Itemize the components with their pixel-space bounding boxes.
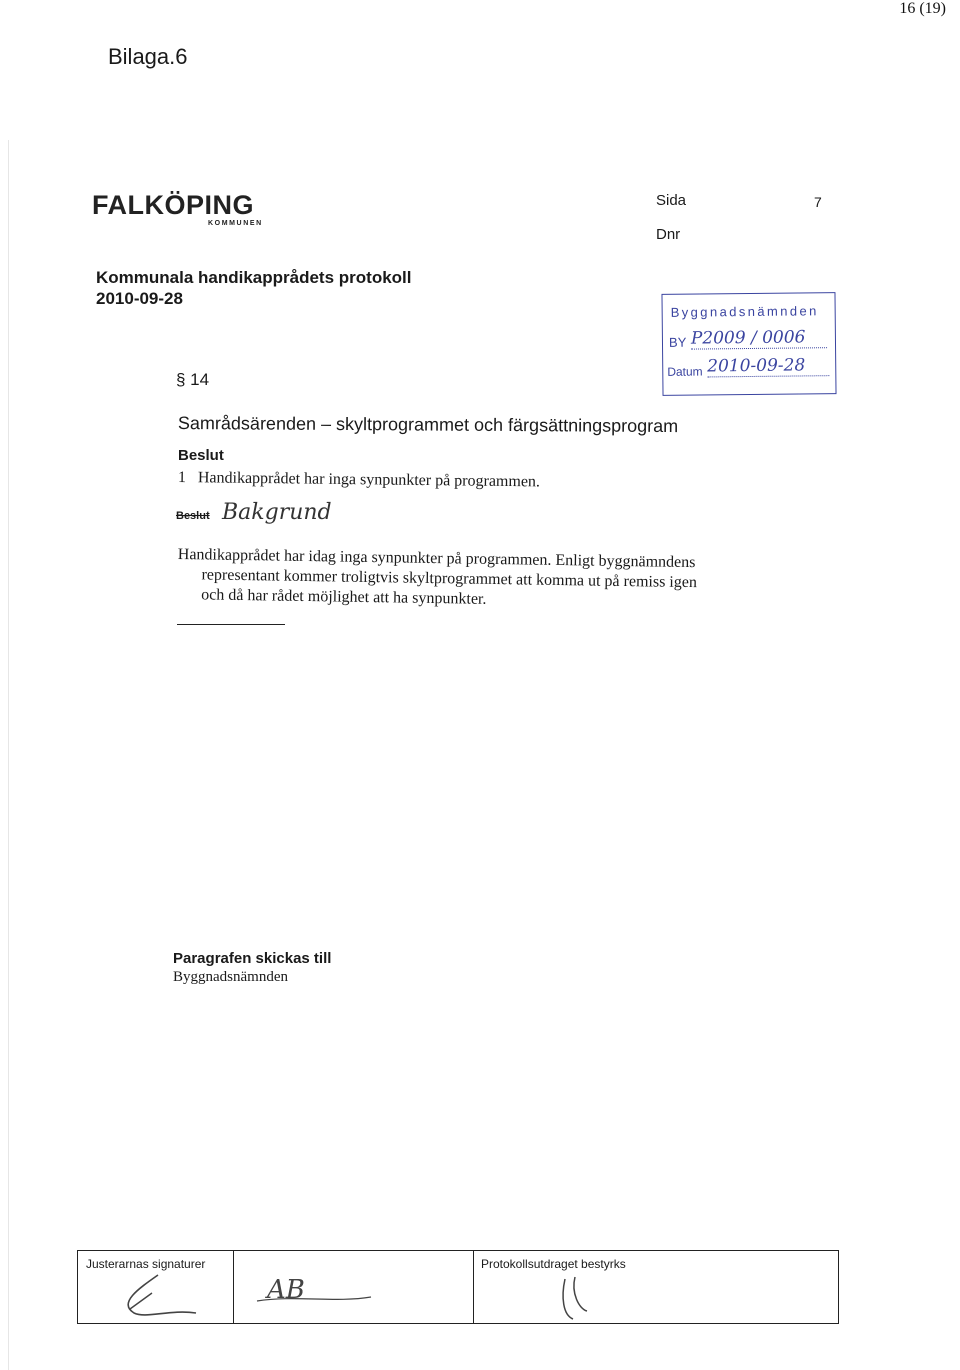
annex-label: Bilaga.6 xyxy=(108,44,188,69)
sida-label: Sida xyxy=(656,192,687,209)
background-text xyxy=(177,545,798,615)
page-number: 16 (19) xyxy=(899,0,946,17)
logo-wordmark: FALKÖPING xyxy=(92,190,255,220)
sent-to-recipient: Byggnadsnämnden xyxy=(173,969,288,985)
sent-to-label: Paragrafen skickas till xyxy=(173,950,332,967)
paragraph-number: § 14 xyxy=(176,370,210,389)
background-line: representant kommer troligtvis skyltprogrammet att komma ut på remiss igen xyxy=(201,566,698,592)
signature-cell-justerare-2 xyxy=(233,1251,474,1323)
dnr-label: Dnr xyxy=(656,226,681,243)
signature-scribble-icon xyxy=(100,1269,210,1321)
decision-number: 1 xyxy=(177,469,186,487)
stamp-date-value: 2010-09-28 xyxy=(707,355,829,377)
utdrag-label: Protokollsutdraget bestyrks xyxy=(481,1257,626,1271)
justerare-label: Justerarnas signaturer xyxy=(86,1257,206,1271)
decision-text: Handikapprådet har inga synpunkter på programmen. xyxy=(197,469,541,491)
scan-edge xyxy=(8,140,9,1370)
justerare-initials: AB xyxy=(267,1275,305,1305)
signature-scribble-icon xyxy=(551,1271,599,1323)
stamp-by-label: BY xyxy=(668,334,687,350)
stamp-by-value: P2009 / 0006 xyxy=(691,327,827,349)
stamp-date-label: Datum xyxy=(667,364,703,379)
handwritten-label: Bakgrund xyxy=(222,500,332,525)
signature-table xyxy=(77,1250,839,1324)
stamp-organization: Byggnadsnämnden xyxy=(670,303,819,320)
sida-value: 7 xyxy=(814,194,822,210)
struck-label: Beslut xyxy=(176,510,210,522)
logo-subtitle: KOMMUNEN xyxy=(208,220,263,227)
received-stamp xyxy=(661,292,836,396)
protocol-date: 2010-09-28 xyxy=(96,289,183,308)
signature-underline-icon xyxy=(255,1293,375,1305)
protocol-title: Kommunala handikapprådets protokoll xyxy=(96,268,412,287)
section-heading: Samrådsärenden – skyltprogrammet och färgsättningsprogram xyxy=(177,413,679,437)
signature-cell-utdrag xyxy=(473,1251,837,1323)
background-line: och då har rådet möjlighet att ha synpunkter. xyxy=(201,586,487,608)
decision-label: Beslut xyxy=(178,447,224,464)
section-divider xyxy=(177,624,285,625)
decision-item xyxy=(178,469,540,491)
signature-cell-justerare-1 xyxy=(78,1251,234,1323)
background-line: Handikapprådet har idag inga synpunkter på programmen. Enligt byggnämndens xyxy=(177,545,696,572)
falkoping-logo xyxy=(92,190,263,227)
